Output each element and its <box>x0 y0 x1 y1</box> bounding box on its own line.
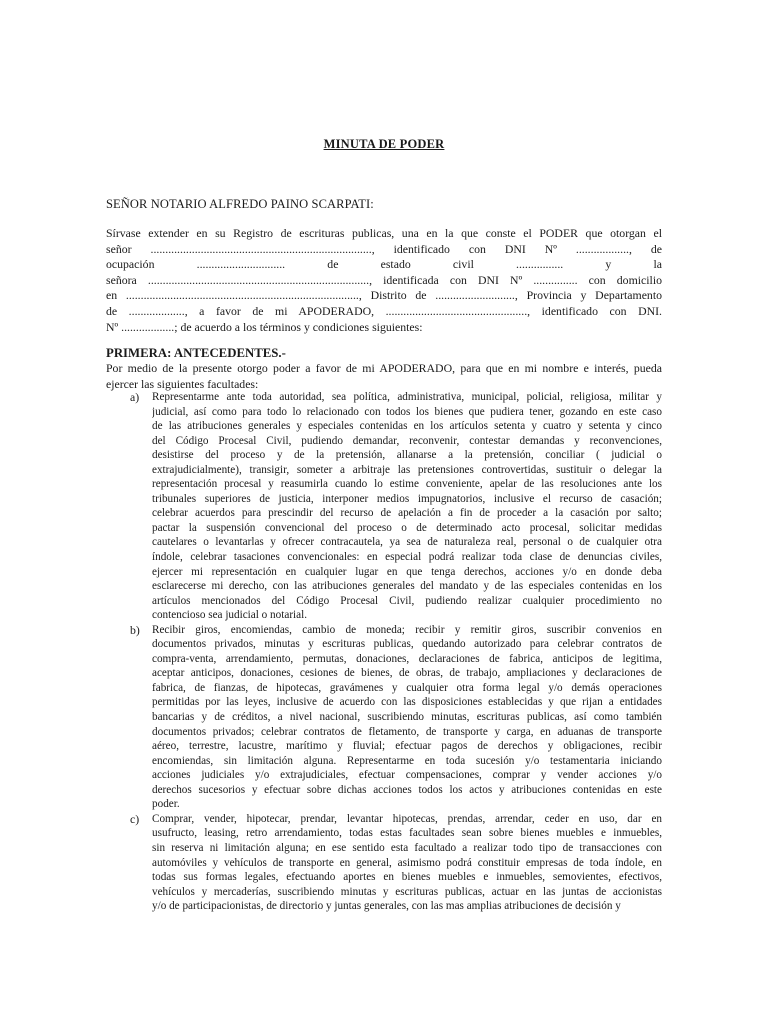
list-item-line: ejercer mi representación en cualquier lugar en que tenga derechos, acciones y/o en donde deba <box>152 565 662 578</box>
intro-line: de ..................., a favor de mi APODERADO, ................................................, identificado con DNI. <box>106 303 662 318</box>
list-item-line: artículos mencionados del Código Procesal Civil, pudiendo realizar cualquier procedimiento no <box>152 594 662 607</box>
list-item-marker: a) <box>130 390 140 404</box>
list-item-line: todas sus formas legales, efectuando aportes en bienes muebles e inmuebles, semovientes, efectivos, <box>152 871 662 884</box>
section-heading-primera: PRIMERA: ANTECEDENTES.- <box>106 346 286 360</box>
list-item-line: índole, celebrar tasaciones convencionales: en especial podrá realizar toda clase de denuncias civiles, <box>152 551 662 564</box>
list-item-line: Representarme ante toda autoridad, sea política, administrativa, municipal, policial, religiosa, militar y <box>152 391 662 403</box>
list-item-line: Recibir giros, encomiendas, cambio de moneda; recibir y remitir giros, suscribir convenios en <box>152 623 662 636</box>
list-item-line: derechos sucesorios y efectuar sobre dichas acciones todos los actos y atribuciones contenidas en este <box>152 783 662 796</box>
intro-line: señora ..........................................................................., identificada con DNI Nº ............... con domicilio <box>106 272 662 287</box>
list-item-line: automóviles y vehículos de transporte en general, asimismo podrá constituir empresas de toda índole, en <box>152 856 662 869</box>
list-item-line: aéreo, terrestre, lacustre, marítimo y fluvial; efectuar pagos de derechos y obligaciones, recibir <box>152 740 662 753</box>
list-item <box>130 390 662 623</box>
list-item-line: permitidas por las leyes, inclusive de acuerdo con las disposiciones establecidas y que rijan a entidades <box>152 696 662 709</box>
faculties-list <box>106 390 662 914</box>
list-item-line: desistirse del proceso y de la pretensión, allanarse a la pretensión, conciliar ( judicial o <box>152 449 662 462</box>
list-item-line: de las atribuciones generales y especiales contenidas en los artículos setenta y cuatro y setenta y cinco <box>152 420 662 433</box>
list-item-line: del Código Procesal Civil, pudiendo demandar, reconvenir, contestar demandas y reconvenciones, <box>152 434 662 447</box>
list-item-line: y/o de participacionistas, de directorio y juntas generales, con las mas amplias atribuciones de decisión y <box>152 900 621 913</box>
list-item-line: pactar la suspensión convencional del proceso o de determinado acto procesal, solicitar medidas <box>152 521 662 534</box>
list-item-line: fabrica, de fianzas, de hipotecas, gravámenes y cualquier otra forma legal y/o demás operaciones <box>152 681 662 694</box>
list-item-line: judicial, así como para todo lo relacionado con todos los bienes que pudiera tener, gozando en este caso <box>152 405 662 418</box>
list-item <box>130 811 662 914</box>
section-intro-line: Por medio de la presente otorgo poder a favor de mi APODERADO, para que en mi nombre e interés, pueda <box>106 361 662 375</box>
addressee-line: SEÑOR NOTARIO ALFREDO PAINO SCARPATI: <box>106 197 374 211</box>
list-item-line: encomiendas, sin limitación alguna. Representarme en toda sucesión y/o testamentaria iniciando <box>152 754 662 767</box>
list-item-line: representación procesal y reasumirla cuando lo estime conveniente, apelar de las resoluciones ante los <box>152 478 662 491</box>
list-item-marker: c) <box>130 811 140 826</box>
list-item-line: Comprar, vender, hipotecar, prendar, levantar hipotecas, prendas, arrendar, ceder en uso, dar en <box>152 812 662 825</box>
list-item-line: bancarias y de créditos, a nivel nacional, suscribiendo minutas, escrituras publicas, así como también <box>152 711 662 724</box>
list-item-line: esclarecerse mi derecho, con las atribuciones generales del mandato y de las especiales contenidas en los <box>152 580 662 593</box>
list-item-line: sin reserva ni limitación alguna; en ese sentido esta facultado a realizar todo tipo de transacciones con <box>152 841 662 854</box>
intro-paragraph <box>106 226 662 335</box>
intro-line: ocupación .............................. de estado civil ................ y la <box>106 257 662 272</box>
intro-line: Sírvase extender en su Registro de escrituras publicas, una en la que conste el PODER que otorgan el <box>106 226 662 240</box>
list-item-marker: b) <box>130 622 140 637</box>
document-title: MINUTA DE PODER <box>323 137 445 151</box>
list-item-line: usufructo, leasing, retro arrendamiento, todas estas facultades sean sobre bienes muebles e inmuebles, <box>152 827 662 840</box>
list-item-line: vehículos y mercaderías, suscribiendo minutas y escrituras publicas, actuar en las juntas de accionistas <box>152 885 662 898</box>
list-item <box>130 622 662 812</box>
list-item-line: contencioso sea judicial o notarial. <box>152 609 308 622</box>
intro-line: señor ..........................................................................., identificado con DNI Nº .................., de <box>106 241 662 256</box>
list-item-line: compra-venta, arrendamiento, permutas, donaciones, declaraciones de fabrica, anticipos de legitima, <box>152 652 662 665</box>
list-item-line: celebrar acuerdos para prescindir del recurso de apelación a fin de proceder a la casación por salto; <box>152 507 662 520</box>
list-item-line: tribunales superiores de justicia, interponer medios impugnatorios, inclusive el recurso de casación; <box>152 492 662 505</box>
list-item-line: aceptar anticipos, donaciones, cesiones de bienes, de obras, de trabajo, ampliaciones y declaraciones de <box>152 667 662 680</box>
list-item-line: acciones judiciales y/o extrajudiciales, efectuar compensaciones, comprar y vender acciones y/o <box>152 769 662 782</box>
list-item-line: documentos privados, minutas y escrituras publicas, quedando autorizado para celebrar contratos de <box>152 638 662 651</box>
section-intro-line: ejercer las siguientes facultades: <box>106 376 259 391</box>
list-item-line: poder. <box>152 798 180 811</box>
intro-line: Nº ..................; de acuerdo a los términos y condiciones siguientes: <box>106 319 423 334</box>
list-item-line: extrajudicialmente), transigir, someter a arbitraje las pretensiones controvertidas, sustituir o delegar la <box>152 463 662 476</box>
intro-line: en ..............................................................................., Distrito de ..........................., Provincia y Departamento <box>106 288 662 303</box>
list-item-line: cautelares o levantarlas y ofrecer contracautela, ya sea de naturaleza real, personal o de cualquier otra <box>152 536 662 549</box>
section-intro-paragraph <box>106 361 662 392</box>
list-item-line: documentos privados; celebrar contratos de fletamento, de transporte y carga, en aduanas de transporte <box>152 725 662 738</box>
